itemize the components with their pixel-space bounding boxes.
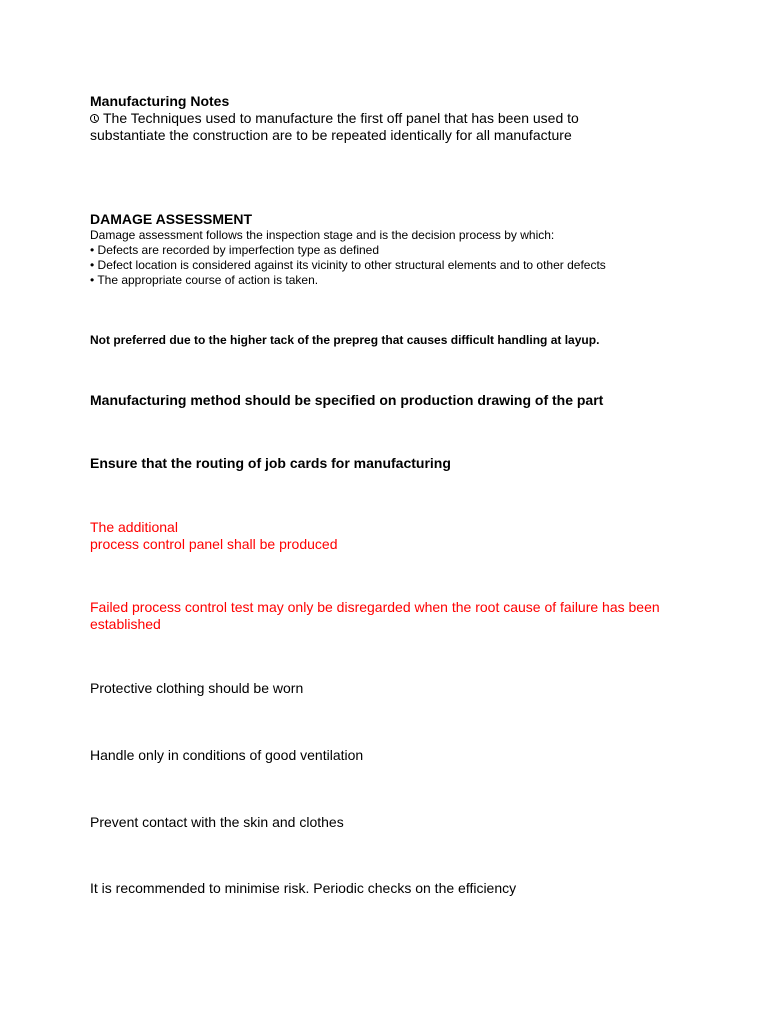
failed-test-note <box>90 599 660 633</box>
skin-contact-note: Prevent contact with the skin and clothes <box>90 814 344 830</box>
damage-assessment-body <box>90 228 606 288</box>
protective-clothing-note: Protective clothing should be worn <box>90 680 304 696</box>
additional-panel-line-2: process control panel shall be produced <box>90 536 338 552</box>
prepreg-note: Not preferred due to the higher tack of the prepreg that causes difficult handling at layup. <box>90 333 600 347</box>
additional-panel-note <box>90 519 338 553</box>
additional-panel-line-1: The additional <box>90 519 178 535</box>
failed-test-line-2: established <box>90 616 161 632</box>
damage-bullet: • Defects are recorded by imperfection type as defined <box>90 243 380 257</box>
manufacturing-notes-line-2: substantiate the construction are to be repeated identically for all manufacture <box>90 127 572 143</box>
manufacturing-method-note: Manufacturing method should be specified on production drawing of the part <box>90 392 604 408</box>
manufacturing-notes-line-1-text: The Techniques used to manufacture the first off panel that has been used to <box>103 110 579 126</box>
clock-icon <box>90 114 99 123</box>
manufacturing-notes-body <box>90 110 579 144</box>
job-card-routing-note: Ensure that the routing of job cards for manufacturing <box>90 455 451 471</box>
damage-assessment-intro: Damage assessment follows the inspection stage and is the decision process by which: <box>90 228 555 242</box>
manufacturing-notes-line-1 <box>90 110 579 127</box>
risk-note: It is recommended to minimise risk. Periodic checks on the efficiency <box>90 880 517 896</box>
manufacturing-notes-heading: Manufacturing Notes <box>90 93 230 109</box>
damage-bullet: • The appropriate course of action is taken. <box>90 273 319 287</box>
failed-test-line-1: Failed process control test may only be disregarded when the root cause of failure has been <box>90 599 660 615</box>
damage-assessment-heading: DAMAGE ASSESSMENT <box>90 211 253 227</box>
ventilation-note: Handle only in conditions of good ventilation <box>90 747 364 763</box>
damage-bullet: • Defect location is considered against its vicinity to other structural elements and to other defects <box>90 258 606 272</box>
